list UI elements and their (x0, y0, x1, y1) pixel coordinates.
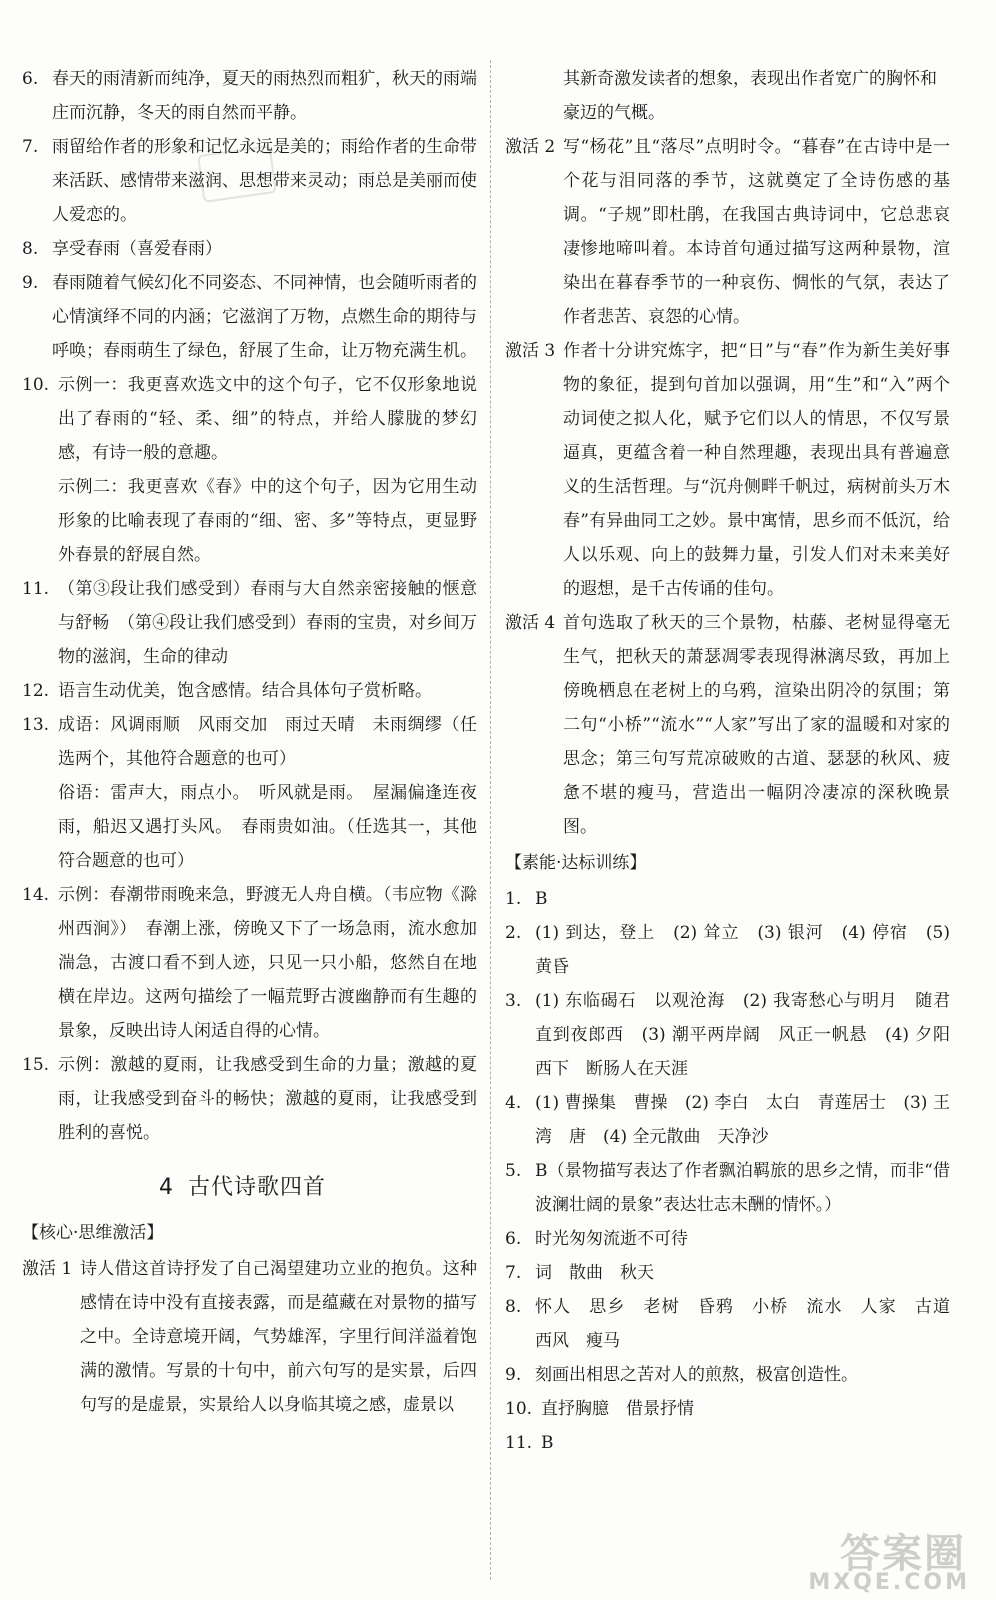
jihuo-item (22, 1252, 477, 1422)
item-text: B（景物描写表达了作者飘泊羁旅的思乡之情，而非“借波澜壮阔的景象”表达壮志未酬的情怀。） (535, 1161, 950, 1215)
item-text: 春天的雨清新而纯净，夏天的雨热烈而粗犷，秋天的雨端庄而沉静，冬天的雨自然而平静。 (52, 69, 477, 123)
item-text: (1) 曹操集 曹操 (2) 李白 太白 青莲居士 (3) 王湾 唐 (4) 全元散曲 天净沙 (535, 1093, 950, 1147)
answer-item (505, 882, 950, 916)
jihuo-text: 诗人借这首诗抒发了自己渴望建功立业的抱负。这种感情在诗中没有直接表露，而是蕴藏在对景物的描写之中。全诗意境开阔，气势雄浑，字里行间洋溢着饱满的激情。写景的十句中，前六句写的是实景，后四句写的是虚景，实景给人以身临其境之感，虚景以 (80, 1259, 477, 1415)
answer-item (58, 470, 477, 572)
item-number: 9. (22, 273, 39, 293)
answer-item (22, 878, 477, 1048)
item-number: 1. (505, 889, 522, 909)
answer-item (22, 368, 477, 470)
column-divider (490, 60, 492, 1580)
item-text: 雨留给作者的形象和记忆永远是美的；雨给作者的生命带来活跃、感情带来滋润、思想带来灵动；雨总是美丽而使人爱恋的。 (52, 137, 477, 225)
answer-item (505, 1426, 950, 1460)
answer-item (505, 916, 950, 984)
jihuo-label: 激活 3 (505, 341, 556, 361)
section-bracket-heading: 【素能·达标训练】 (505, 853, 647, 873)
item-text: 语言生动优美，饱含感情。结合具体句子赏析略。 (58, 681, 432, 701)
item-number: 7. (505, 1263, 522, 1283)
item-number: 2. (505, 923, 522, 943)
jihuo-text: 作者十分讲究炼字，把“日”与“春”作为新生美好事物的象征，提到句首加以强调，用“生”和“入”两个动词使之拟人化，赋予它们以人的情思，不仅写景逼真，更蕴含着一种自然理趣，表现出具有普遍意义的生活哲理。与“沉舟侧畔千帆过，病树前头万木春”有异曲同工之妙。景中寓情，思乡而不低沉，给人以乐观、向上的鼓舞力量，引发人们对未来美好的遐想，是千古传诵的佳句。 (563, 341, 950, 599)
answer-item (505, 984, 950, 1086)
answer-item (22, 232, 477, 266)
item-number: 7. (22, 137, 39, 157)
left-column (22, 62, 477, 1422)
item-text: 示例：春潮带雨晚来急，野渡无人舟自横。（韦应物《滁州西涧》） 春潮上涨，傍晚又下了一场急雨，流水愈加湍急，古渡口看不到人迹，只见一只小船，悠然自在地横在岸边。这两句描绘了一幅荒野古渡幽静而有生趣的景象，反映出诗人闲适自得的心情。 (58, 885, 477, 1041)
answer-item (505, 1086, 950, 1154)
watermark-logo (808, 1520, 996, 1600)
jihuo-label: 激活 1 (22, 1259, 73, 1279)
item-number: 3. (505, 991, 522, 1011)
answer-item (505, 1392, 950, 1426)
item-number: 11. (22, 579, 50, 599)
right-column (505, 62, 967, 1460)
jihuo-item (505, 334, 950, 606)
answer-item (22, 62, 477, 130)
answer-item (22, 266, 477, 368)
item-number: 14. (22, 885, 50, 905)
continuation-text: 其新奇激发读者的想象，表现出作者宽广的胸怀和豪迈的气概。 (563, 69, 937, 123)
item-number: 8. (505, 1297, 522, 1317)
answer-item (505, 1290, 967, 1358)
item-number: 4. (505, 1093, 522, 1113)
item-text: 刻画出相思之苦对人的煎熬，极富创造性。 (535, 1365, 858, 1385)
answer-item (22, 572, 477, 674)
item-text: 直抒胸臆 借景抒情 (541, 1399, 694, 1419)
item-text: (1) 东临碣石 以观沧海 (2) 我寄愁心与明月 随君直到夜郎西 (3) 潮平两岸阔 风正一帆悬 (4) 夕阳西下 断肠人在天涯 (535, 991, 950, 1079)
item-text: 时光匆匆流逝不可待 (535, 1229, 688, 1249)
section-title (22, 1164, 477, 1212)
watermark-title: 答案圈 (840, 1531, 966, 1577)
item-text: 示例一：我更喜欢选文中的这个句子，它不仅形象地说出了春雨的“轻、柔、细”的特点，并给人朦胧的梦幻感，有诗一般的意趣。 (58, 375, 477, 463)
item-number: 9. (505, 1365, 522, 1385)
jihuo-text: 写“杨花”且“落尽”点明时令。“暮春”在古诗中是一个花与泪同落的季节，这就奠定了全诗伤感的基调。“子规”即杜鹃，在我国古典诗词中，它总悲哀凄惨地啼叫着。本诗首句通过描写这两种景物，渲染出在暮春季节的一种哀伤、惆怅的气氛，表达了作者悲苦、哀怨的心情。 (563, 137, 950, 327)
jihuo-text: 首句选取了秋天的三个景物，枯藤、老树显得毫无生气，把秋天的萧瑟凋零表现得淋漓尽致，再加上傍晚栖息在老树上的乌鸦，渲染出阴冷的氛围；第二句“小桥”“流水”“人家”写出了家的温暖和对家的思念；第三句写荒凉破败的古道、瑟瑟的秋风、疲惫不堪的瘦马，营造出一幅阴冷凄凉的深秋晚景图。 (563, 613, 950, 837)
item-text: 词 散曲 秋天 (535, 1263, 654, 1283)
jihuo-label: 激活 4 (505, 613, 556, 633)
item-number: 15. (22, 1055, 50, 1075)
item-text: 示例：激越的夏雨，让我感受到生命的力量；激越的夏雨，让我感受到奋斗的畅快；激越的夏雨，让我感受到胜利的喜悦。 (58, 1055, 477, 1143)
answer-item (58, 776, 477, 878)
item-number: 6. (22, 69, 39, 89)
section-name: 古代诗歌四首 (187, 1175, 326, 1200)
answer-item (22, 674, 477, 708)
item-number: 13. (22, 715, 50, 735)
answer-item (22, 130, 477, 232)
answer-item (22, 708, 477, 776)
item-text: 俗语：雷声大，雨点小。 听风就是雨。 屋漏偏逢连夜雨，船迟又遇打头风。 春雨贵如油。（任选其一，其他符合题意的也可） (58, 783, 477, 871)
item-text: 春雨随着气候幻化不同姿态、不同神情，也会随听雨者的心情演绎不同的内涵；它滋润了万物，点燃生命的期待与呼唤；春雨萌生了绿色，舒展了生命，让万物充满生机。 (52, 273, 477, 361)
item-text: (1) 到达，登上 (2) 耸立 (3) 银河 (4) 停宿 (5) 黄昏 (535, 923, 950, 977)
item-text: B (535, 889, 548, 909)
item-number: 11. (505, 1433, 533, 1453)
jihuo-item (505, 606, 950, 844)
item-number: 10. (22, 375, 50, 395)
item-text: 享受春雨（喜爱春雨） (52, 239, 222, 259)
item-text: （第③段让我们感受到）春雨与大自然亲密接触的惬意与舒畅 （第④段让我们感受到）春雨的宝贵，对乡间万物的滋润，生命的律动 (58, 579, 477, 667)
item-text: B (541, 1433, 554, 1453)
answer-item (505, 1222, 950, 1256)
answer-item (22, 1048, 477, 1150)
answer-item (505, 1256, 950, 1290)
item-text: 怀人 思乡 老树 昏鸦 小桥 流水 人家 古道 西风 瘦马 (535, 1297, 967, 1351)
item-text: 成语：风调雨顺 风雨交加 雨过天晴 未雨绸缪（任选两个，其他符合题意的也可） (58, 715, 477, 769)
watermark-url: MXQE.COM (808, 1570, 970, 1595)
answer-item (505, 1358, 950, 1392)
item-number: 5. (505, 1161, 522, 1181)
item-number: 10. (505, 1399, 533, 1419)
section-bracket-heading: 【核心·思维激活】 (22, 1223, 164, 1243)
item-text: 示例二：我更喜欢《春》中的这个句子，因为它用生动形象的比喻表现了春雨的“细、密、多”等特点，更显野外春景的舒展自然。 (58, 477, 477, 565)
section-number: 4 (158, 1175, 174, 1200)
jihuo-label: 激活 2 (505, 137, 556, 157)
item-number: 8. (22, 239, 39, 259)
item-number: 12. (22, 681, 50, 701)
item-number: 6. (505, 1229, 522, 1249)
answer-item (505, 1154, 950, 1222)
jihuo-item (505, 130, 950, 334)
